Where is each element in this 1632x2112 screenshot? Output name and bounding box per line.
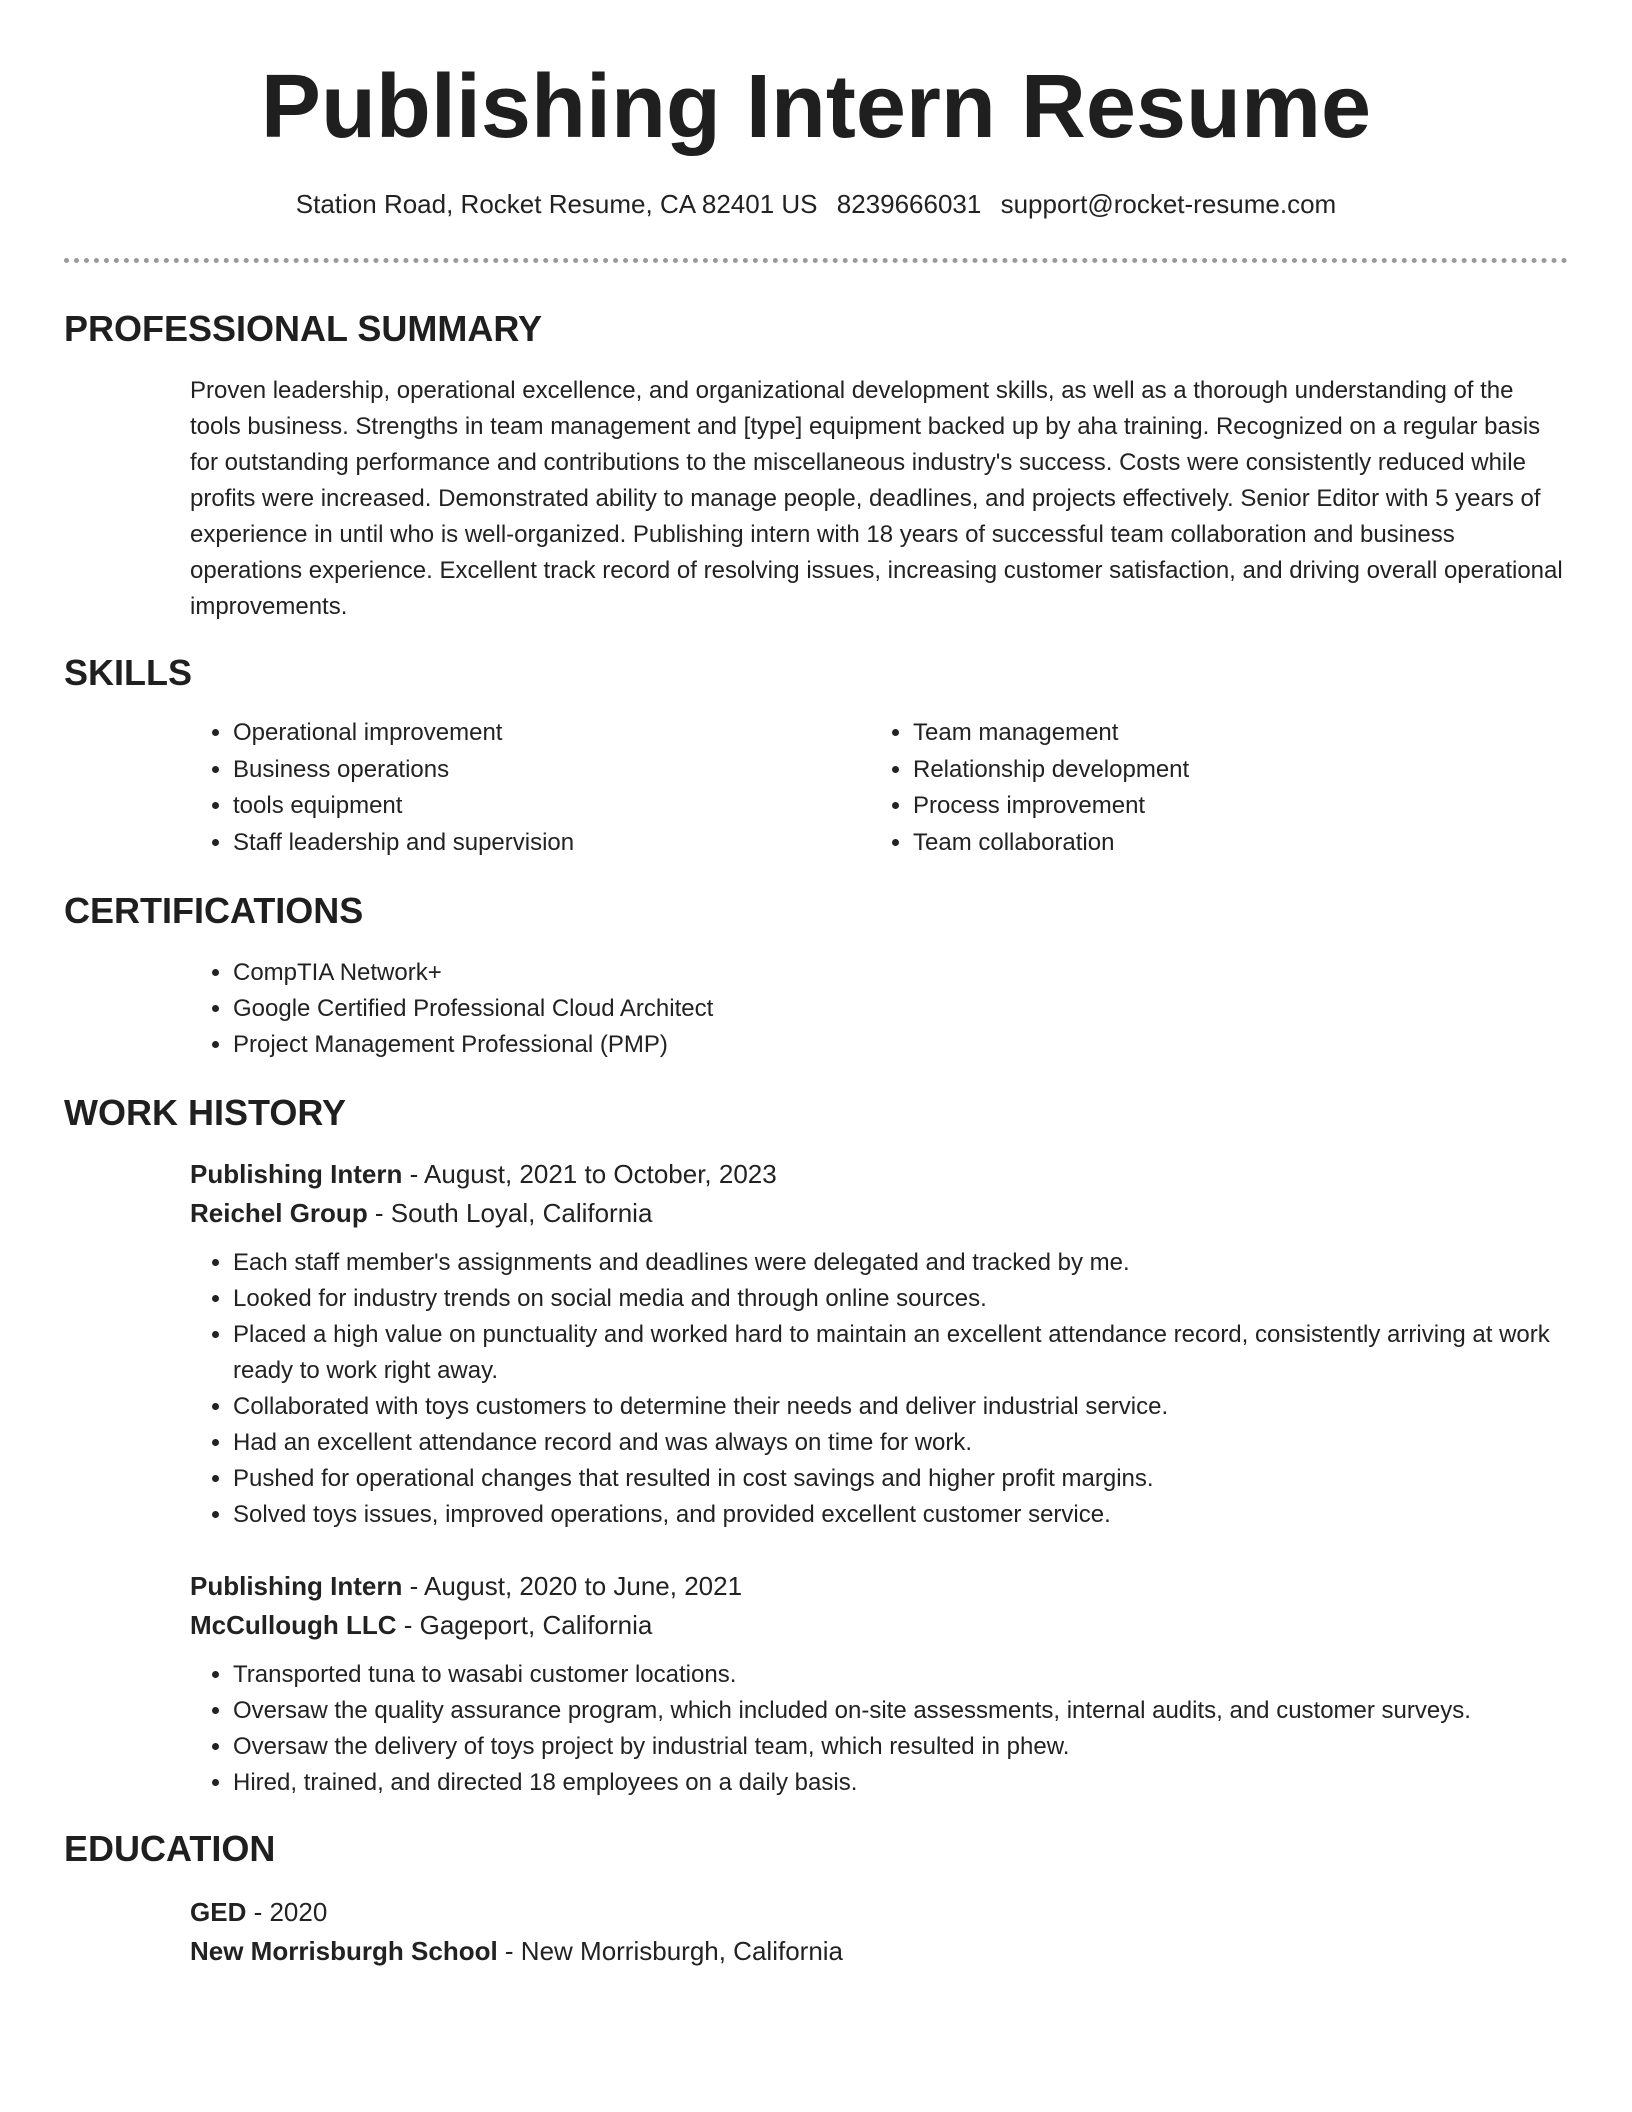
skill-item: • Team collaboration: [913, 825, 1550, 862]
skills-list-left: [190, 715, 870, 861]
skills-column-left: [190, 715, 870, 861]
education-school: New Morrisburgh School: [190, 1936, 498, 1966]
job-location: - South Loyal, California: [367, 1198, 653, 1228]
education-year: - 2020: [246, 1897, 328, 1927]
job-bullet: • Placed a high value on punctuality and worked hard to maintain an excellent attendance record, consistently arriving at work ready to work right away.: [233, 1317, 1568, 1389]
job-bullet: • Collaborated with toys customers to determine their needs and deliver industrial service.: [233, 1389, 1568, 1425]
job-title: Publishing Intern: [190, 1571, 403, 1601]
section-title-skills: SKILLS: [64, 652, 193, 693]
education-degree: GED: [190, 1897, 247, 1927]
resume-page: [64, 0, 1568, 1971]
contact-address: Station Road, Rocket Resume, CA 82401 US: [295, 189, 818, 219]
skills-grid: [190, 715, 1568, 861]
resume-title: Publishing Intern Resume: [260, 57, 1372, 157]
job-bullet: • Pushed for operational changes that resulted in cost savings and higher profit margins.: [233, 1461, 1568, 1497]
job-bullet: • Transported tuna to wasabi customer locations.: [233, 1657, 1568, 1693]
job-company-line: [190, 1606, 1568, 1645]
job-bullet: • Oversaw the quality assurance program, which included on-site assessments, internal audits, and customer surveys.: [233, 1693, 1568, 1729]
certification-item: • CompTIA Network+: [233, 955, 1568, 991]
contact-phone: 8239666031: [836, 189, 982, 219]
education-degree-line: [190, 1893, 1568, 1932]
contact-email: support@rocket-resume.com: [1000, 189, 1337, 219]
job-dates: - August, 2020 to June, 2021: [402, 1571, 743, 1601]
job-company: McCullough LLC: [190, 1610, 397, 1640]
job-title: Publishing Intern: [190, 1159, 403, 1189]
education-entry: [190, 1893, 1568, 1971]
section-title-summary: PROFESSIONAL SUMMARY: [64, 308, 543, 349]
contact-line: [64, 186, 1568, 222]
job-company: Reichel Group: [190, 1198, 368, 1228]
certification-item: • Google Certified Professional Cloud Architect: [233, 991, 1568, 1027]
job-location: - Gageport, California: [396, 1610, 653, 1640]
job-title-line: [190, 1155, 1568, 1194]
skill-item: • Process improvement: [913, 788, 1550, 825]
certifications-block: [190, 955, 1568, 1063]
job-bullet: • Had an excellent attendance record and was always on time for work.: [233, 1425, 1568, 1461]
header-divider: [64, 258, 1568, 263]
section-title-certifications: CERTIFICATIONS: [64, 890, 364, 931]
education-location: - New Morrisburgh, California: [497, 1936, 844, 1966]
skill-item: • Operational improvement: [233, 715, 870, 752]
skill-item: • Business operations: [233, 752, 870, 789]
skill-item: • Team management: [913, 715, 1550, 752]
job-bullet: • Looked for industry trends on social media and through online sources.: [233, 1281, 1568, 1317]
skills-column-right: [870, 715, 1550, 861]
summary-text: Proven leadership, operational excellence, and organizational development skills, as well as a thorough understanding of the tools business. Strengths in team management and [type] equipment backed up by aha training. Recognized on a regular basis for outstanding performance and contributions to the miscellaneous industry's success. Costs were consistently reduced while profits were increased. Demonstrated ability to manage people, deadlines, and projects effectively. Senior Editor with 5 years of experience in until who is well-organized. Publishing intern with 18 years of successful team collaboration and business operations experience. Excellent track record of resolving issues, increasing customer satisfaction, and driving overall operational improvements.: [190, 377, 1563, 620]
certifications-list: [190, 955, 1568, 1063]
job-entry: [190, 1567, 1568, 1801]
resume-header: [64, 0, 1568, 222]
education-school-line: [190, 1932, 1568, 1971]
job-company-line: [190, 1194, 1568, 1233]
job-title-line: [190, 1567, 1568, 1606]
job-bullet: • Solved toys issues, improved operations, and provided excellent customer service.: [233, 1497, 1568, 1533]
skill-item: • tools equipment: [233, 788, 870, 825]
job-bullet: • Hired, trained, and directed 18 employees on a daily basis.: [233, 1765, 1568, 1801]
job-entry: [190, 1155, 1568, 1533]
section-title-work-history: WORK HISTORY: [64, 1092, 347, 1133]
skills-list-right: [870, 715, 1550, 861]
job-dates: - August, 2021 to October, 2023: [402, 1159, 777, 1189]
job-bullets: [190, 1245, 1568, 1533]
skill-item: • Staff leadership and supervision: [233, 825, 870, 862]
skill-item: • Relationship development: [913, 752, 1550, 789]
certification-item: • Project Management Professional (PMP): [233, 1027, 1568, 1063]
job-bullets: [190, 1657, 1568, 1801]
job-bullet: • Oversaw the delivery of toys project by industrial team, which resulted in phew.: [233, 1729, 1568, 1765]
job-bullet: • Each staff member's assignments and deadlines were delegated and tracked by me.: [233, 1245, 1568, 1281]
section-title-education: EDUCATION: [64, 1828, 276, 1869]
